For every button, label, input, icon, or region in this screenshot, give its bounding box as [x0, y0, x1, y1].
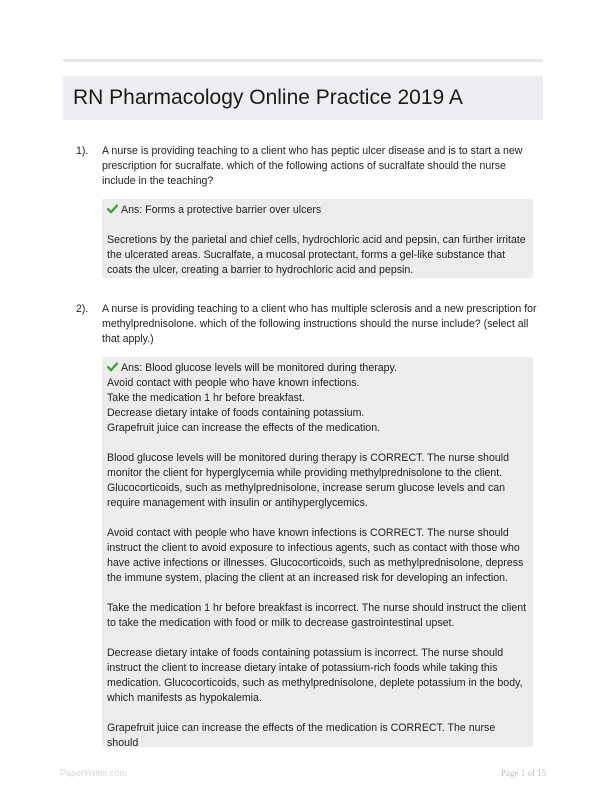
- question-2-answer-line: Take the medication 1 hr before breakfast.: [107, 392, 305, 404]
- question-2-text: A nurse is providing teaching to a client who has multiple sclerosis and a new prescription for methylprednisolone. which of the following instructions should the nurse include? (select all that apply.): [102, 303, 537, 345]
- footer-watermark: PaperWriter.com: [60, 768, 127, 778]
- question-2-answer-line: Ans: Blood glucose levels will be monitored during therapy.: [107, 361, 527, 376]
- question-1-text: A nurse is providing teaching to a client who has peptic ulcer disease and is to start a new prescription for sucralfate. which of the following actions of sucralfate should the nurse include in the teaching?: [102, 145, 523, 187]
- question-2-answer-line: Grapefruit juice can increase the effects of the medication.: [107, 422, 381, 434]
- page-number: Page 1 of 15: [501, 768, 547, 778]
- page-title: RN Pharmacology Online Practice 2019 A: [73, 86, 463, 109]
- question-1-answer-line: Ans: Forms a protective barrier over ulcers: [107, 203, 527, 218]
- check-icon: [107, 204, 118, 214]
- question-2-number: 2).: [76, 303, 89, 315]
- question-1-answer-box: [102, 199, 533, 278]
- title-banner: [63, 76, 543, 120]
- question-1-number: 1).: [76, 145, 89, 157]
- question-2-explanation: Avoid contact with people who have known infections is CORRECT. The nurse should instruct the client to avoid exposure to infectious agents, such as contact with those who have active infections or illnesses. Glucocorticoids, such as methylprednisolone, depress the immune system, placing the client at an increased risk for developing an infection.: [107, 527, 524, 584]
- question-2-explanation: Take the medication 1 hr before breakfast is incorrect. The nurse should instruct the client to take the medication with food or milk to decrease gastrointestinal upset.: [107, 602, 527, 629]
- question-2-explanation: Decrease dietary intake of foods containing potassium is incorrect. The nurse should instruct the client to increase dietary intake of potassium-rich foods while taking this medication. Glucocorticoids, such as methylprednisolone, deplete potassium in the body, which manifests as hypokalemia.: [107, 647, 523, 704]
- question-2-answer-box: [102, 357, 533, 747]
- question-2-explanation: Blood glucose levels will be monitored during therapy is CORRECT. The nurse should monitor the client for hyperglycemia while providing methylprednisolone to the client. Glucocorticoids, such as methylprednisolone, increase serum glucose levels and can require management with insulin or antihyperglycemics.: [107, 452, 509, 509]
- check-icon: [107, 362, 118, 372]
- question-1-explanation: Secretions by the parietal and chief cells, hydrochloric acid and pepsin, can further irritate the ulcerated areas. Sucralfate, a mucosal protectant, forms a gel-like substance that coats the ulcer, creating a barrier to hydrochloric acid and pepsin.: [107, 234, 526, 276]
- top-divider: [63, 59, 543, 62]
- question-2-explanation: Grapefruit juice can increase the effects of the medication is CORRECT. The nurse should: [107, 722, 496, 749]
- question-2-answer-line: Decrease dietary intake of foods containing potassium.: [107, 407, 365, 419]
- question-2-answer-line: Avoid contact with people who have known infections.: [107, 377, 360, 389]
